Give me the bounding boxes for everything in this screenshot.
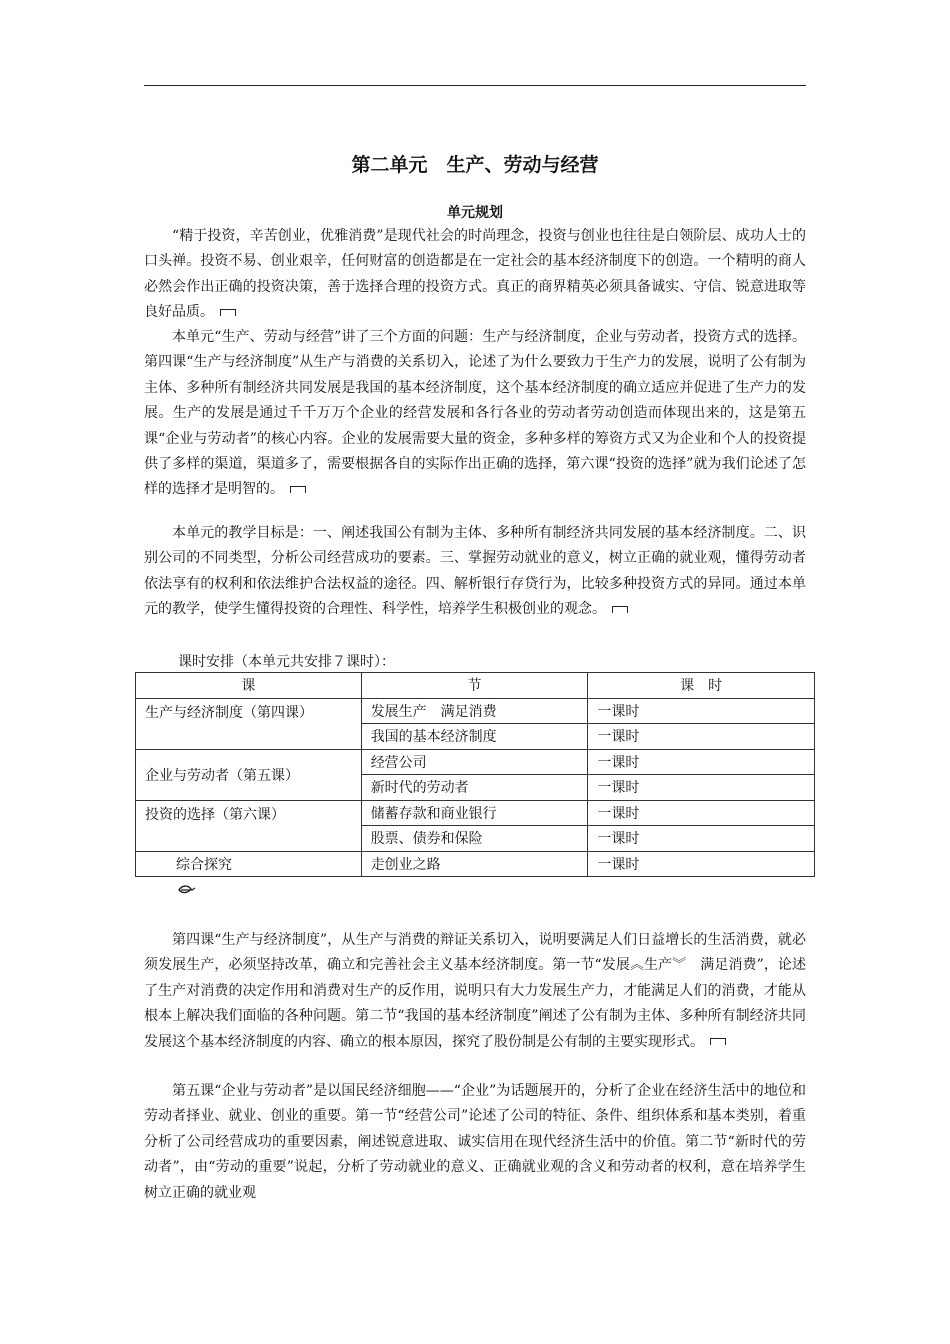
lesson-cell: 综合探究 — [136, 851, 362, 877]
header-rule — [144, 85, 806, 86]
section-heading: 单元规划 — [447, 205, 503, 221]
section-cell: 走创业之路 — [361, 851, 588, 877]
schedule-table — [135, 672, 815, 877]
section-cell: 新时代的劳动者 — [361, 775, 588, 801]
hours-cell: 一课时 — [588, 749, 815, 775]
paragraph-end-mark-icon — [612, 606, 628, 613]
hours-cell: 一课时 — [588, 698, 815, 724]
table-header-row — [136, 673, 815, 699]
section-cell: 发展生产 满足消费 — [361, 698, 588, 724]
section-cell: 我国的基本经济制度 — [361, 724, 588, 750]
paragraph-end-mark-icon — [220, 309, 236, 316]
section-cell: 股票、债券和保险 — [361, 826, 588, 852]
table-row — [136, 800, 815, 826]
schedule-label: 课时安排（本单元共安排７课时）： — [178, 654, 395, 670]
paragraph-intro: “精于投资，辛苦创业，优雅消费”是现代社会的时尚理念，投资与创业也往往是白领阶层、成功人士的口头禅。投资不易、创业艰辛，任何财富的创造都是在一定社会的基本经济制度下的创造。一个精明的商人必然会作出正确的投资决策，善于选择合理的投资方式。真正的商界精英必须具备诚实、守信、锐意进取等良好品质。 — [144, 228, 806, 321]
section-cell: 经营公司 — [361, 749, 588, 775]
table-row — [136, 698, 815, 724]
hours-cell: 一课时 — [588, 724, 815, 750]
lesson-cell: 企业与劳动者（第五课） — [136, 749, 362, 800]
paragraph-lesson-four: 第四课“生产与经济制度”，从生产与消费的辩证关系切入，说明要满足人们日益增长的生活消费，就必须发展生产，必须坚持改革，确立和完善社会主义基本经济制度。第一节“发展︽生产︾ 满足消费”，论述了生产对消费的决定作用和消费对生产的反作用，说明只有大力发展生产力，才能满足人们的消费，才能从根本上解决我们面临的各种问题。第二节“我国的基本经济制度”阐述了公有制为主体、多种所有制经济共同发展这个基本经济制度的内容、确立的根本原因，探究了股份制是公有制的主要实现形式。 — [144, 932, 806, 1050]
table-row — [136, 851, 815, 877]
header-section: 节 — [361, 673, 588, 699]
paragraph-teaching-goals: 本单元的教学目标是：一、阐述我国公有制为主体、多种所有制经济共同发展的基本经济制度。二、识别公司的不同类型，分析公司经营成功的要素。三、掌握劳动就业的意义，树立正确的就业观，懂得劳动者依法享有的权利和依法维护合法权益的途径。四、解析银行存贷行为，比较多种投资方式的异同。通过本单元的教学，使学生懂得投资的合理性、科学性，培养学生积极创业的观念。 — [144, 525, 806, 618]
hours-cell: 一课时 — [588, 775, 815, 801]
hours-cell: 一课时 — [588, 826, 815, 852]
lesson-cell: 投资的选择（第六课） — [136, 800, 362, 851]
hours-cell: 一课时 — [588, 800, 815, 826]
header-hours: 课 时 — [588, 673, 815, 699]
paragraph-lesson-five: 第五课“企业与劳动者”是以国民经济细胞——“企业”为话题展开的，分析了企业在经济生活中的地位和劳动者择业、就业、创业的重要。第一节“经营公司”论述了公司的特征、条件、组织体系和基本类别，着重分析了公司经营成功的重要因素，阐述锐意进取、诚实信用在现代经济生活中的价值。第二节“新时代的劳动者”，由“劳动的重要”说起，分析了劳动就业的意义、正确就业观的含义和劳动者的权利，意在培养学生树立正确的就业观 — [144, 1083, 806, 1201]
header-lesson: 课 — [136, 673, 362, 699]
table-row — [136, 749, 815, 775]
paragraph-end-mark-icon — [710, 1038, 726, 1045]
paragraph-unit-overview: 本单元“生产、劳动与经营”讲了三个方面的问题：生产与经济制度，企业与劳动者，投资方式的选择。第四课“生产与经济制度”从生产与消费的关系切入，论述了为什么要致力于生产力的发展，说明了公有制为主体、多种所有制经济共同发展是我国的基本经济制度，这个基本经济制度的确立适应并促进了生产力的发展。生产的发展是通过千千万万个企业的经营发展和各行各业的劳动者劳动创造而体现出来的，这是第五课“企业与劳动者”的核心内容。企业的发展需要大量的资金，多种多样的筹资方式又为企业和个人的投资提供了多样的渠道，渠道多了，需要根据各自的实际作出正确的选择，第六课“投资的选择”就为我们论述了怎样的选择才是明智的。 — [144, 329, 806, 498]
section-cell: 储蓄存款和商业银行 — [361, 800, 588, 826]
leaf-ornament-icon — [178, 884, 196, 896]
paragraph-end-mark-icon — [290, 486, 306, 493]
page-title: 第二单元 生产、劳动与经营 — [351, 154, 599, 176]
hours-cell: 一课时 — [588, 851, 815, 877]
lesson-cell: 生产与经济制度（第四课） — [136, 698, 362, 749]
